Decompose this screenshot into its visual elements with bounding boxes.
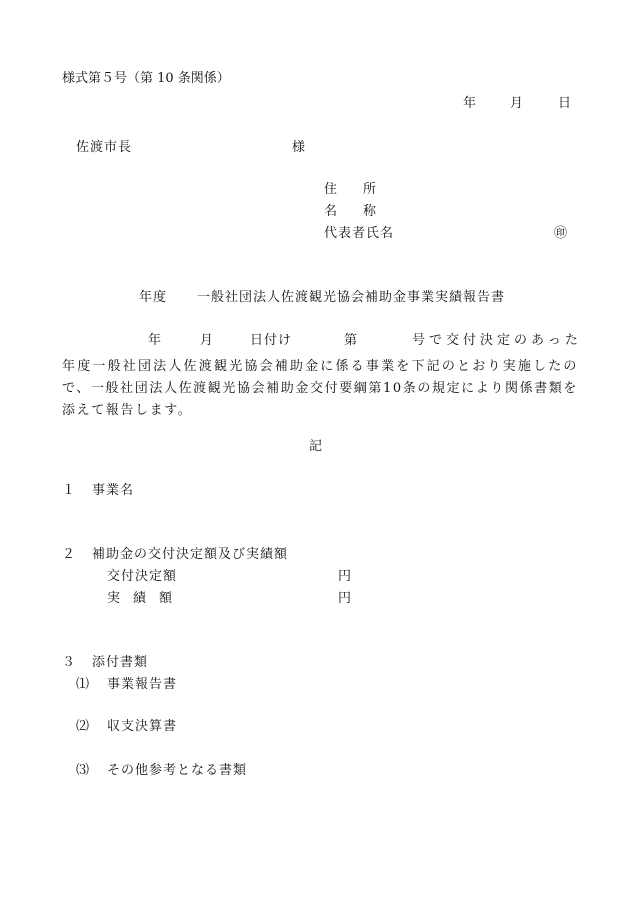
body-line1-rest: 号で交付決定のあった <box>412 333 582 348</box>
body-text: 年度一般社団法人佐渡観光協会補助金に係る事業を下記のとおり実施したので、一般社団法人佐渡観光協会補助金交付要綱第10条の規定により関係書類を添えて報告します。 <box>62 359 578 418</box>
attachment-3-label: その他参考となる書類 <box>107 763 248 778</box>
ki-heading: 記 <box>309 439 323 454</box>
section-2-number: ２ <box>62 547 76 562</box>
body-month: 月 <box>200 333 214 348</box>
date-year: 年 <box>463 96 477 111</box>
body-year: 年 <box>148 333 162 348</box>
body-number: 第 <box>344 333 358 348</box>
decided-amount-unit: 円 <box>338 569 352 584</box>
date-month: 月 <box>510 96 524 111</box>
seal-mark: ㊞ <box>554 226 568 241</box>
attachment-2-number: ⑵ <box>76 719 90 734</box>
addressee-honorific: 様 <box>292 140 306 155</box>
section-2-label: 補助金の交付決定額及び実績額 <box>92 547 289 562</box>
actual-amount-unit: 円 <box>338 591 352 606</box>
form-number: 様式第５号（第 10 条関係） <box>62 71 230 86</box>
date-day: 日 <box>558 96 572 111</box>
section-1-label: 事業名 <box>92 483 135 498</box>
section-3-number: ３ <box>62 655 76 670</box>
title-year: 年度 <box>139 290 168 305</box>
addressee-name: 佐渡市長 <box>76 140 133 155</box>
section-1-number: １ <box>62 483 76 498</box>
attachment-1-label: 事業報告書 <box>107 677 178 692</box>
attachment-2-label: 収支決算書 <box>107 719 178 734</box>
actual-amount-label: 実 績 額 <box>107 591 173 606</box>
applicant-name-label: 名 称 <box>324 204 377 219</box>
body-day: 日付け <box>250 333 293 348</box>
document-title: 一般社団法人佐渡観光協会補助金事業実績報告書 <box>197 290 506 305</box>
section-3-label: 添付書類 <box>92 655 149 670</box>
attachment-1-number: ⑴ <box>76 677 90 692</box>
applicant-address-label: 住 所 <box>324 182 377 197</box>
decided-amount-label: 交付決定額 <box>107 569 178 584</box>
applicant-representative-label: 代表者氏名 <box>324 226 395 241</box>
attachment-3-number: ⑶ <box>76 763 90 778</box>
